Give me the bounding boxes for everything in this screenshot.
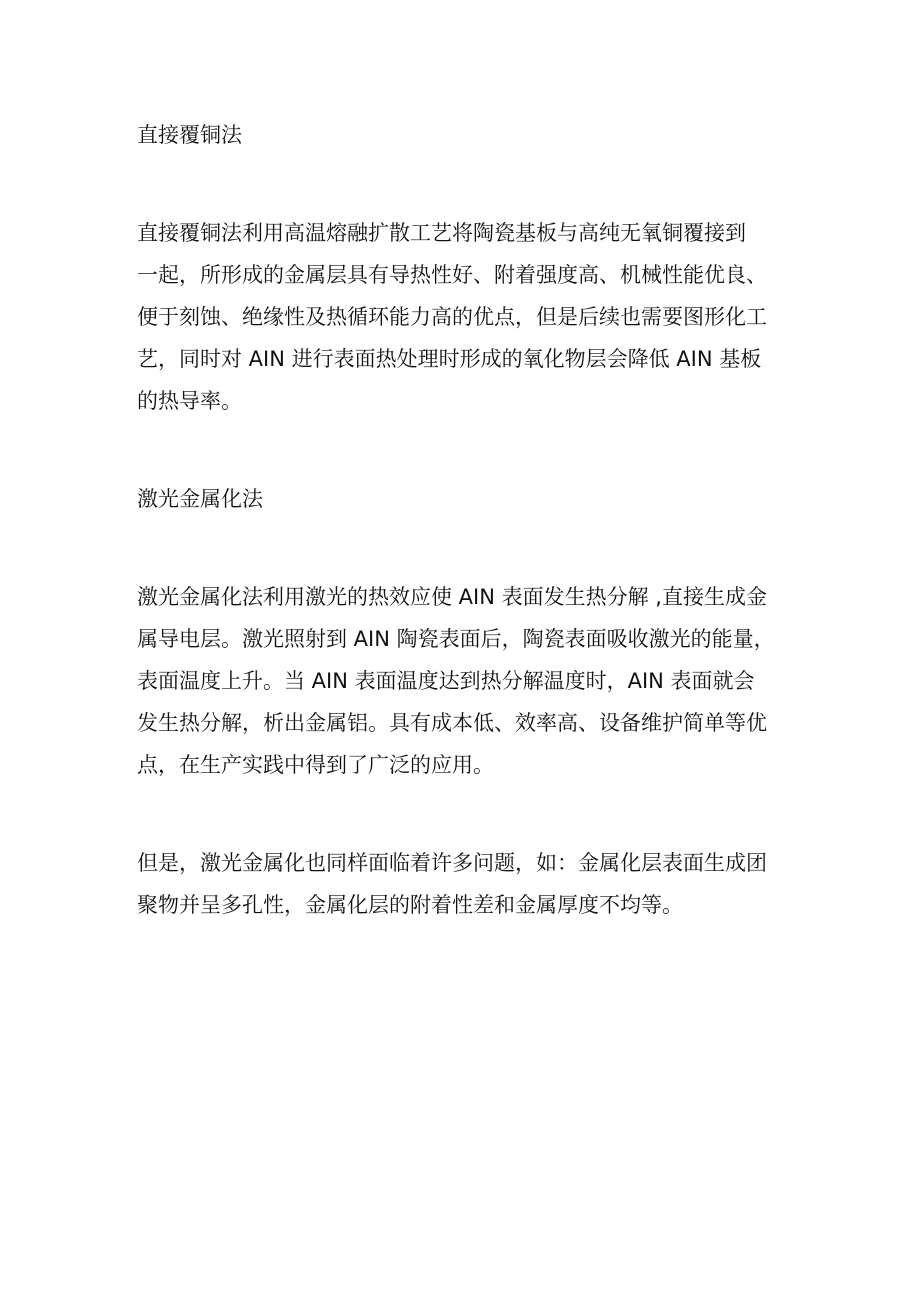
- paragraph-line: 便于刻蚀、绝缘性及热循环能力高的优点，但是后续也需要图形化工: [137, 305, 767, 329]
- section-heading-direct-copper: 直接覆铜法: [137, 123, 242, 147]
- paragraph-line: 属导电层。激光照射到 AIN 陶瓷表面后，陶瓷表面吸收激光的能量，: [137, 627, 775, 651]
- paragraph-laser-problems: [137, 842, 807, 926]
- paragraph-line: 点，在生产实践中得到了广泛的应用。: [137, 753, 494, 777]
- paragraph-line: 的热导率。: [137, 389, 242, 413]
- document-content: [137, 114, 807, 926]
- paragraph-line: 表面温度上升。当 AIN 表面温度达到热分解温度时，AIN 表面就会: [137, 669, 755, 693]
- paragraph-laser-metallization: [137, 576, 807, 786]
- paragraph-line: 一起，所形成的金属层具有导热性好、附着强度高、机械性能优良、: [137, 263, 767, 287]
- paragraph-line: 聚物并呈多孔性，金属化层的附着性差和金属厚度不均等。: [137, 893, 683, 917]
- paragraph-line: 发生热分解，析出金属铝。具有成本低、效率高、设备维护简单等优: [137, 711, 767, 735]
- section-heading-laser-metallization: 激光金属化法: [137, 487, 263, 511]
- spacer: [137, 156, 807, 212]
- spacer: [137, 422, 807, 478]
- paragraph-line: 但是，激光金属化也同样面临着许多问题，如：金属化层表面生成团: [137, 851, 767, 875]
- paragraph-line: 直接覆铜法利用高温熔融扩散工艺将陶瓷基板与高纯无氧铜覆接到: [137, 221, 746, 245]
- spacer: [137, 786, 807, 842]
- spacer: [137, 520, 807, 576]
- paragraph-line: 激光金属化法利用激光的热效应使 AIN 表面发生热分解 ,直接生成金: [137, 585, 767, 609]
- paragraph-direct-copper: [137, 212, 807, 422]
- paragraph-line: 艺，同时对 AIN 进行表面热处理时形成的氧化物层会降低 AIN 基板: [137, 347, 762, 371]
